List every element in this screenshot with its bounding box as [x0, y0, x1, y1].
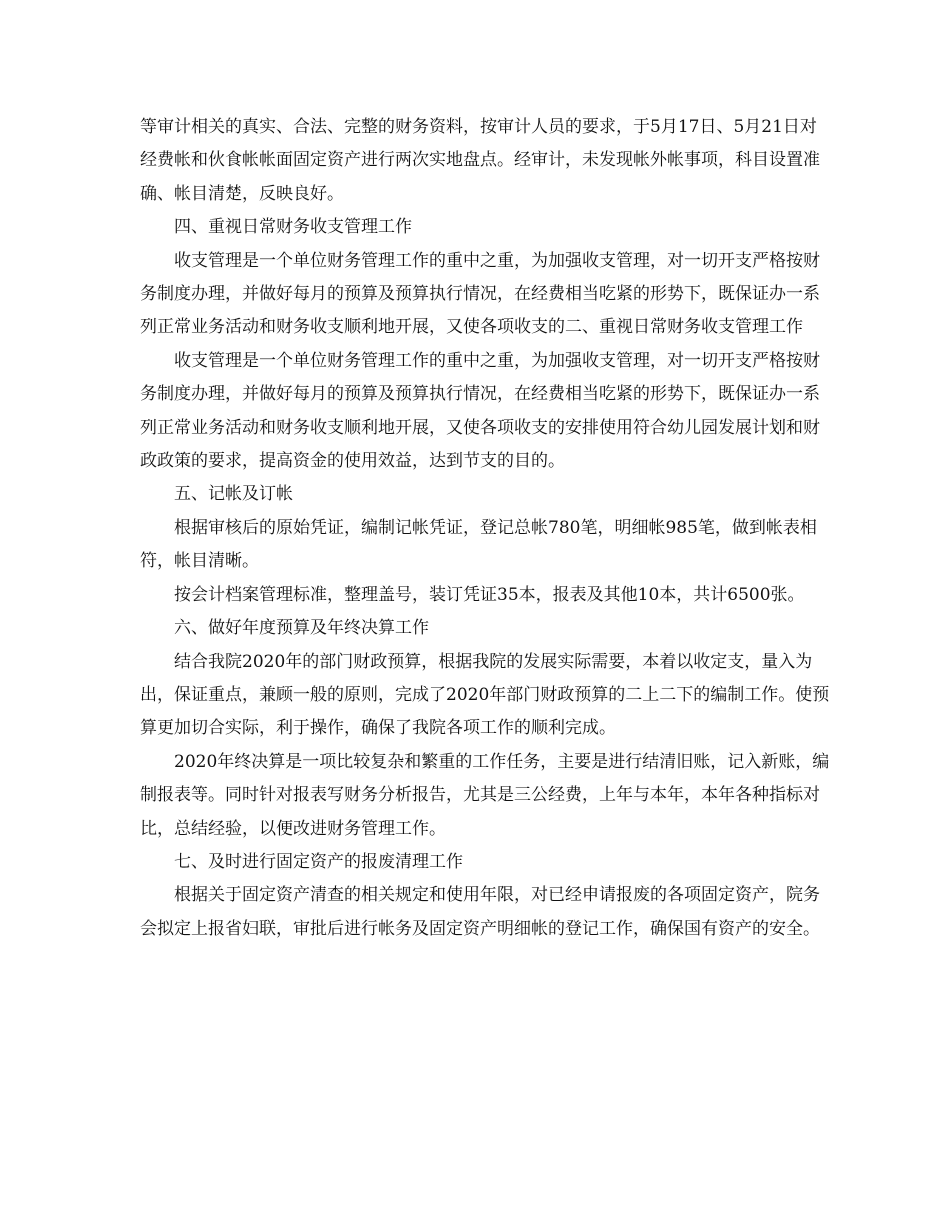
paragraph: 结合我院2020年的部门财政预算，根据我院的发展实际需要，本着以收定支，量入为出，保证重点，兼顾一般的原则，完成了2020年部门财政预算的二上二下的编制工作。使预算更加切合实际，利于操作，确保了我院各项工作的顺利完成。	[140, 651, 830, 739]
paragraph: 2020年终决算是一项比较复杂和繁重的工作任务，主要是进行结清旧账，记入新账，编制报表等。同时针对报表写财务分析报告，尤其是三公经费，上年与本年，本年各种指标对比，总结经验，以便改进财务管理工作。	[140, 751, 830, 839]
section-heading-6: 六、做好年度预算及年终决算工作	[174, 618, 429, 639]
paragraph: 收支管理是一个单位财务管理工作的重中之重，为加强收支管理，对一切开支严格按财务制度办理，并做好每月的预算及预算执行情况，在经费相当吃紧的形势下，既保证办一系列正常业务活动和财务收支顺利地开展，又使各项收支的安排使用符合幼儿园发展计划和财政政策的要求，提高资金的使用效益，达到节支的目的。	[140, 350, 820, 472]
paragraph: 根据审核后的原始凭证，编制记帐凭证，登记总帐780笔，明细帐985笔，做到帐表相符，帐目清晰。	[140, 517, 817, 572]
paragraph: 按会计档案管理标准，整理盖号，装订凭证35本，报表及其他10本，共计6500张。	[174, 584, 805, 605]
paragraph: 根据关于固定资产清查的相关规定和使用年限，对已经申请报废的各项固定资产，院务会拟定上报省妇联，审批后进行帐务及固定资产明细帐的登记工作，确保国有资产的安全。	[140, 885, 820, 939]
paragraph-continued: 等审计相关的真实、合法、完整的财务资料，按审计人员的要求，于5月17日、5月21日对经费帐和伙食帐帐面固定资产进行两次实地盘点。经审计，未发现帐外帐事项，科目设置准确、帐目清楚，反映良好。	[140, 117, 820, 204]
section-heading-4: 四、重视日常财务收支管理工作	[174, 217, 412, 238]
section-heading-7: 七、及时进行固定资产的报废清理工作	[174, 851, 463, 872]
paragraph: 收支管理是一个单位财务管理工作的重中之重，为加强收支管理，对一切开支严格按财务制度办理，并做好每月的预算及预算执行情况，在经费相当吃紧的形势下，既保证办一系列正常业务活动和财务收支顺利地开展，又使各项收支的二、重视日常财务收支管理工作	[140, 250, 820, 338]
section-heading-5: 五、记帐及订帐	[174, 484, 293, 505]
document-body	[140, 111, 830, 946]
